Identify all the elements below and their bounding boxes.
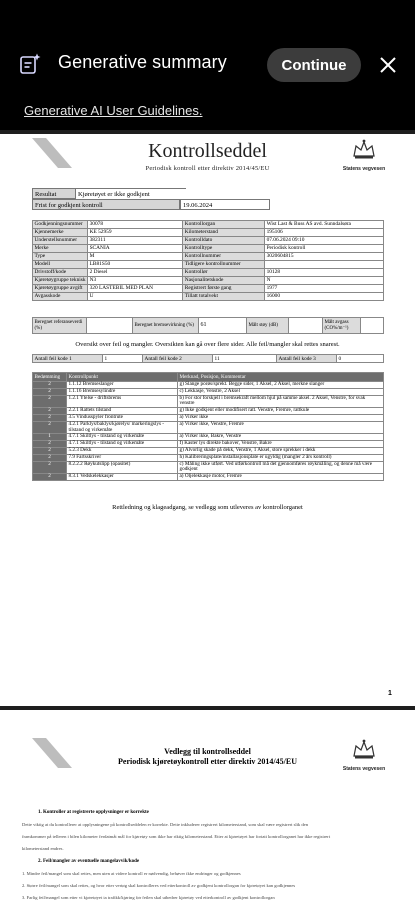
info-value: N <box>265 277 384 285</box>
vehicle-info-row <box>33 245 384 253</box>
info-value: N3 <box>88 277 183 285</box>
document-page-2 <box>0 710 415 900</box>
info-label: Kontrollorgan <box>183 221 265 229</box>
count-label-3: Antall feil kode 3 <box>277 355 337 363</box>
defect-point: 4.7.1 Skiltlys - tilstand og virkemåte <box>67 434 178 441</box>
defect-assessment: 2 <box>33 414 67 421</box>
result-label: Resultat <box>32 188 76 199</box>
ref-value <box>87 318 133 334</box>
deadline-value: 19.06.2024 <box>180 199 270 210</box>
vehicle-info-row <box>33 261 384 269</box>
info-value: 2 Diesel <box>88 269 183 277</box>
info-value: 320 LASTEBIL MED PLAN <box>88 285 183 293</box>
defect-remark: a) Oljelekkasje motor, Fremre <box>178 474 384 481</box>
info-label: Merke <box>33 245 88 253</box>
info-value: 07.06.2024 09:10 <box>265 237 384 245</box>
defect-point: 1.1.12 Bremseslanger <box>67 382 178 389</box>
ai-summary-icon <box>18 52 42 76</box>
defect-remark: a) Virker ikke, Bakre, Venstre <box>178 434 384 441</box>
info-label: Registrert første gang <box>183 285 265 293</box>
vehicle-info-row <box>33 293 384 301</box>
info-value: 16000 <box>265 293 384 301</box>
defect-point: 8.2.2.2 Røykutslipp (opasitet) <box>67 461 178 474</box>
defects-table <box>32 372 384 481</box>
defect-assessment: 2 <box>33 395 67 408</box>
appendix-text: 1. Mindre feil/mangel som skal rettes, men uten at videre kontroll er nødvendig, behøver ikke endringer og godkjennes <box>22 871 241 876</box>
info-value: 10128 <box>265 269 384 277</box>
vehicle-info-table <box>32 220 384 301</box>
defect-remark: c) Måling ikke utført. Ved utførkontroll må det gjennomføres røykmåling, og denne må være godkjent <box>178 461 384 474</box>
defect-count-table <box>32 354 384 363</box>
count-value-1: 1 <box>103 355 143 363</box>
count-label-2: Antall feil kode 2 <box>143 355 213 363</box>
info-label: Kjøretøygruppe teknisk <box>34 277 86 283</box>
document-page-1 <box>0 134 415 706</box>
crest-icon <box>351 138 377 160</box>
defect-remark: f) Kaster lys direkte bakover, Venstre, Bakre <box>178 441 384 448</box>
defect-row <box>33 474 384 481</box>
defect-remark: a) Virker ikke <box>178 414 384 421</box>
defect-assessment: 2 <box>33 382 67 389</box>
defect-assessment: 2 <box>33 474 67 481</box>
info-value: M <box>88 253 183 261</box>
info-value: 195106 <box>265 229 384 237</box>
continue-button[interactable]: Continue <box>267 48 361 82</box>
info-value: U <box>88 293 183 301</box>
info-label: Godkjenningsnummer <box>33 221 88 229</box>
info-label: Kontrolltype <box>183 245 265 253</box>
measurement-table <box>32 317 384 334</box>
info-label: Tidligere kontrollnummer <box>183 261 265 269</box>
vehicle-info-row <box>33 237 384 245</box>
appendix-text: Dette viktig at du kontrollerer at opplysningene på kontrollseddelen er korrekte. Dette inkluderer registrert kilometerstand, som skal være registrert slik den <box>22 822 309 827</box>
defect-row <box>33 395 384 408</box>
defect-point: 1.2.1 Ytelse - driftsbrems <box>67 395 178 408</box>
info-label: Modell <box>33 261 88 269</box>
noise-label: Målt støy (dB) <box>247 318 289 334</box>
defects-notice: Oversikt over feil og mangler. Oversikten kan gå over flere sider. Alle feil/mangler skal rettes snarest. <box>75 341 340 348</box>
info-label: Kontrollør <box>183 269 265 277</box>
defect-assessment: 2 <box>33 421 67 434</box>
logo-text: Statens vegvesen <box>342 766 386 772</box>
vehicle-info-row <box>33 269 384 277</box>
appendix-text: framkommer på telleren i bilen kilometer ferdatmåt mål for kjøretøy som ikke har riktig kilometerstand. Etter at kjøretøyet har fortatt kontrollorganet har ikke registrert <box>22 834 331 839</box>
noise-value <box>289 318 323 334</box>
info-value: LB81S50 <box>88 261 183 269</box>
agency-logo <box>334 138 394 176</box>
info-label: Understellsnummer <box>33 237 88 245</box>
vehicle-info-row <box>33 229 384 237</box>
appendix-title <box>0 747 415 767</box>
info-value: 3020604815 <box>265 253 384 261</box>
info-value: Wist Last & Buss AS avd. Sunndalsøra <box>265 221 384 229</box>
info-label: Type <box>33 253 88 261</box>
defect-remark: g) Slange porøs/sprekt. Begge sider, 1 Aksel, 2 Aksel, merkne slanger <box>178 382 384 389</box>
appendix-text: 2. Større feil/mangel som skal rettes, og hvor etter vertøg skal kontrolleres ved etterkontroll av godkjent kontrollorgan for kjøretøyet kan godkjennes <box>22 883 296 888</box>
info-label: Kjennemerke <box>33 229 88 237</box>
defect-remark: g) Ikke godkjent eller modifisert ratt. Venstre, Fremre, rattkule <box>178 408 384 415</box>
count-label-1: Antall feil kode 1 <box>33 355 103 363</box>
info-value: 382311 <box>88 237 183 245</box>
defect-remark: b) For stor forskjell i bremsekraft mellom hjul på samme aksel. 2 Aksel, Venstre, for svak venstre <box>178 395 384 408</box>
document-subtitle: Periodisk kontroll etter direktiv 2014/45/EU <box>145 165 270 172</box>
appendix-text: 3. Farlig feil/mangel som etter vi kjøretøyet ia trafikk/kjøring før feilen skal utbedrer kjøretøy ved etterkontroll av godkjent kontrollorgan <box>22 895 275 900</box>
defect-point: 8.3.1 Vedskelekkasjer <box>67 474 178 481</box>
defect-assessment: 2 <box>33 408 67 415</box>
document-title: Kontrollseddel <box>148 140 267 162</box>
defect-remark: a) Virker ikke, Venstre, Fremre <box>178 421 384 434</box>
defect-assessment: 2 <box>33 454 67 461</box>
guidelines-link[interactable]: Generative AI User Guidelines. <box>24 103 203 118</box>
appendix-title-line1: Vedlegg til kontrollseddel <box>164 747 251 756</box>
brake-value: 61 <box>199 318 247 334</box>
summary-header <box>0 40 415 90</box>
ref-label: Beregnet referanseverdi (%) <box>33 318 87 334</box>
defect-point: 7.9 Fartsskriver <box>67 454 178 461</box>
info-label: Kilometerstand <box>183 229 265 237</box>
defect-assessment: 2 <box>33 441 67 448</box>
count-value-3: 0 <box>337 355 384 363</box>
info-label: Drivstoff/kode <box>33 269 88 277</box>
summary-title: Generative summary <box>58 52 227 72</box>
document-viewer[interactable] <box>0 130 415 900</box>
result-value: Kjøretøyet er ikke godkjent <box>76 188 186 199</box>
defect-remark: h) Kalibreringsplate/installasjonsplate er ugyldig (mangler 2 års kontroll) <box>178 454 384 461</box>
defects-header-assessment: Bedømming <box>33 373 67 382</box>
appendix-section-2: 2. Feil/mangler av eventuelle mangelavvik/kode <box>38 859 140 864</box>
info-label: Kontrolldato <box>183 237 265 245</box>
defect-assessment: 2 <box>33 447 67 454</box>
defect-assessment: 1 <box>33 434 67 441</box>
info-label: Tillatt totalvekt <box>183 293 265 301</box>
vehicle-info-row <box>33 253 384 261</box>
defect-point: 1.1.16 Bremsesylindre <box>67 388 178 395</box>
smoke-value <box>361 318 384 334</box>
info-value: KE 52959 <box>88 229 183 237</box>
guidance-note: Rettledning og klageadgang, se vedlegg som utleveres av kontrollorganet <box>112 504 303 511</box>
appendix-title-line2: Periodisk kjøretøykontroll etter direktiv 2014/45/EU <box>118 757 297 766</box>
defects-header-remark: Merknad, Posisjon, Kommentar <box>178 373 384 382</box>
defects-header-point: Kontrollpunkt <box>67 373 178 382</box>
vehicle-info-row <box>33 277 384 285</box>
close-icon[interactable] <box>376 53 400 77</box>
info-value: Periodisk kontroll <box>265 245 384 253</box>
count-value-2: 11 <box>213 355 277 363</box>
logo-text: Statens vegvesen <box>342 166 386 172</box>
defect-assessment: 2 <box>33 461 67 474</box>
defect-assessment: 2 <box>33 388 67 395</box>
info-label: Nasjonalitetskode <box>183 277 265 285</box>
defect-point: 4.2.1 Parklys/baklys/kjørelys/ markeringslys - tilstand og virkemåte <box>67 421 178 434</box>
defect-remark: c) Lekkasje, Venstre, 2 Aksel <box>178 388 384 395</box>
info-label: Avgasskode <box>33 293 88 301</box>
info-value: 30078 <box>88 221 183 229</box>
vehicle-info-row <box>33 221 384 229</box>
defect-point: 2.2.1 Rattets tilstand <box>67 408 178 415</box>
smoke-label: Målt avgass (CO%/m⁻¹) <box>323 318 361 334</box>
info-label: Kontrollnummer <box>183 253 265 261</box>
info-label: Kjøretøygruppe avgift <box>33 285 88 293</box>
deadline-label: Frist for godkjent kontroll <box>32 199 180 210</box>
defect-remark: g) Alvorlig skade på dekk, Venstre, 1 Aksel, store sprekker i dekk <box>178 447 384 454</box>
brake-label: Beregnet bremsevirkning (%) <box>133 318 199 334</box>
page-number: 1 <box>388 690 392 697</box>
defect-point: 5.2.3 Dekk <box>67 447 178 454</box>
defect-row <box>33 461 384 474</box>
info-value <box>265 261 384 269</box>
vehicle-info-row <box>33 285 384 293</box>
info-value: SCANIA <box>88 245 183 253</box>
defect-point: 4.7.1 Skiltlys - tilstand og virkemåte <box>67 441 178 448</box>
defect-point: 3.5 Vindusspyler frontrute <box>67 414 178 421</box>
top-bar <box>0 0 415 130</box>
info-value: 1977 <box>265 285 384 293</box>
appendix-section-1: 1. Kontroller at registrerte opplysninger er korrekte <box>38 810 149 815</box>
appendix-text: kilometerstand endres. <box>22 846 64 851</box>
defect-row <box>33 421 384 434</box>
